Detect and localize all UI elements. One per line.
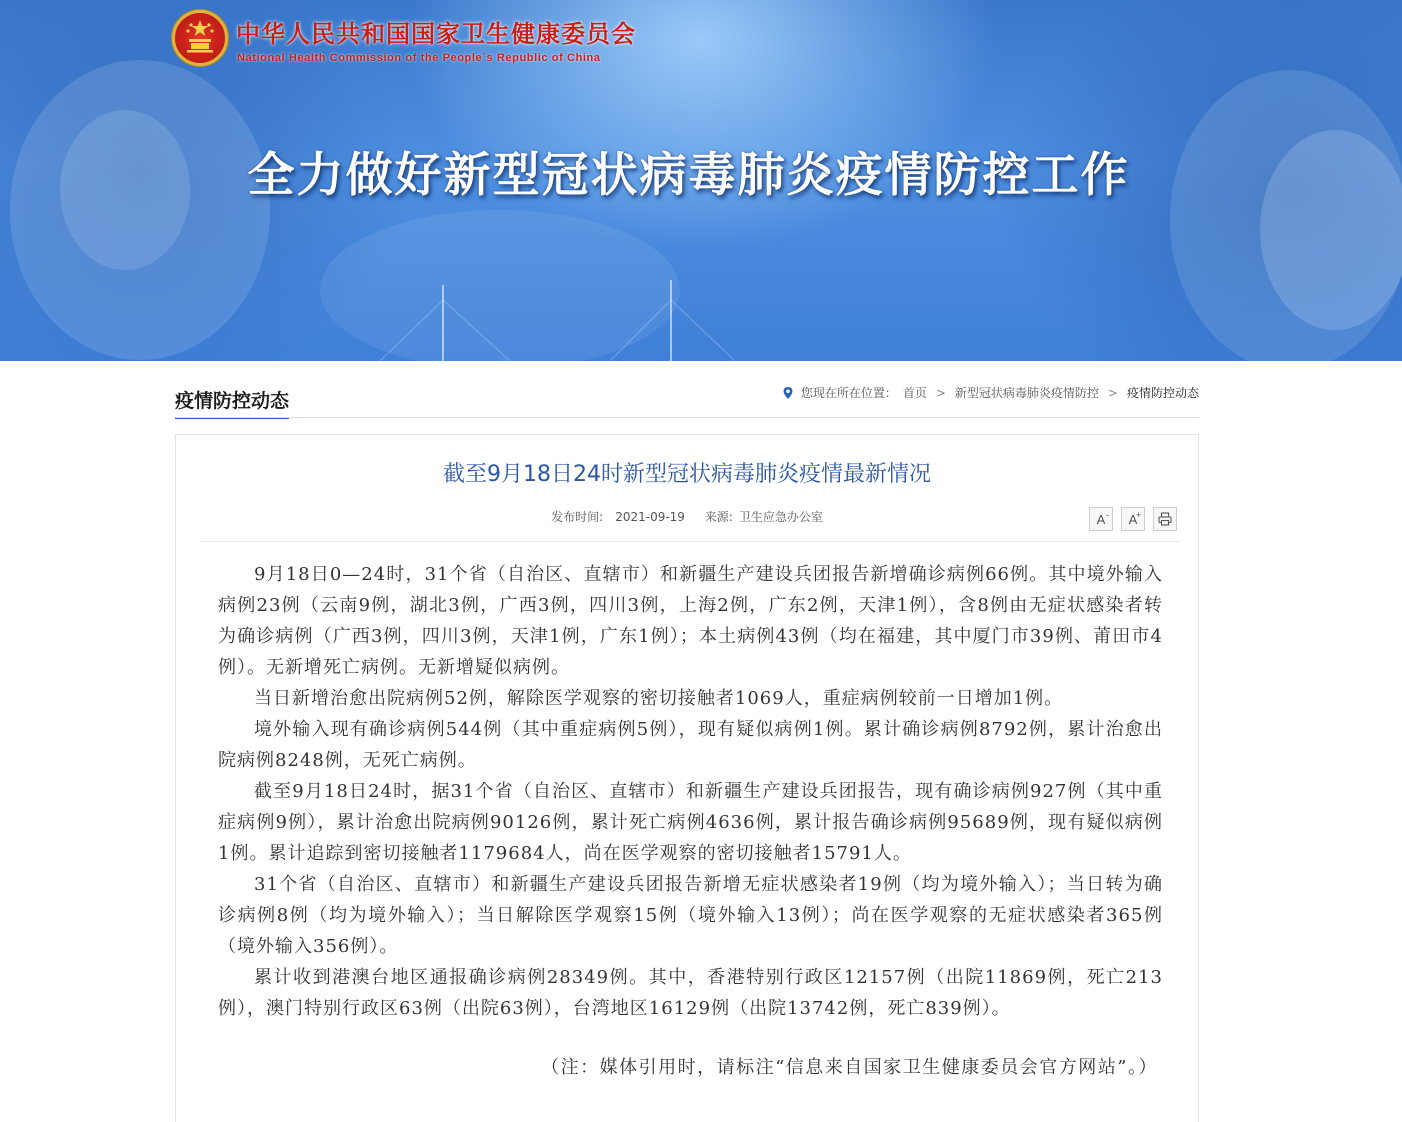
breadcrumb-covid-link[interactable]: 新型冠状病毒肺炎疫情防控	[954, 386, 1099, 400]
citation-note: （注：媒体引用时，请标注“信息来自国家卫生健康委员会官方网站”。）	[541, 1057, 1158, 1078]
font-increase-label: A	[1128, 511, 1138, 527]
campaign-slogan: 全力做好新型冠状病毒肺炎疫情防控工作	[247, 148, 1130, 203]
header-banner	[0, 0, 1402, 361]
org-name-cn[interactable]: 中华人民共和国国家卫生健康委员会	[236, 19, 636, 48]
section-divider	[175, 417, 1199, 418]
article-paragraph: 累计收到港澳台地区通报确诊病例28349例。其中，香港特别行政区12157例（出院11869例，死亡213例），澳门特别行政区63例（出院63例），台湾地区16129例（出院13742例，死亡839例）。	[218, 967, 1163, 1019]
font-decrease-sign: -	[1106, 510, 1109, 520]
breadcrumb-prefix: 您现在所在位置：	[800, 386, 897, 400]
article-paragraph: 截至9月18日24时，据31个省（自治区、直辖市）和新疆生产建设兵团报告，现有确诊病例927例（其中重症病例9例），累计治愈出院病例90126例，累计死亡病例4636例，累计报告确诊病例95689例，现有疑似病例1例。累计追踪到密切接触者1179684人，尚在医学观察的密切接触者15791人。	[218, 781, 1163, 864]
published-label: 发布时间:	[551, 510, 604, 524]
national-emblem-icon[interactable]	[172, 10, 228, 66]
breadcrumb-separator: >	[935, 385, 946, 400]
section-title: 疫情防控动态	[175, 386, 289, 419]
article-divider	[201, 541, 1179, 542]
article-tools	[1089, 507, 1177, 531]
article-container	[175, 434, 1199, 1122]
article-paragraph: 境外输入现有确诊病例544例（其中重症病例5例），现有疑似病例1例。累计确诊病例8792例，累计治愈出院病例8248例，无死亡病例。	[218, 719, 1163, 771]
breadcrumb-current-link[interactable]: 疫情防控动态	[1126, 386, 1199, 400]
font-increase-button[interactable]	[1121, 507, 1145, 531]
font-increase-sign: +	[1135, 510, 1141, 520]
article-body	[218, 559, 1163, 1024]
article-title: 截至9月18日24时新型冠状病毒肺炎疫情最新情况	[443, 462, 931, 487]
font-decrease-button[interactable]	[1089, 507, 1113, 531]
print-button[interactable]	[1153, 507, 1177, 531]
source-label: 来源:	[704, 510, 733, 524]
font-decrease-label: A	[1096, 511, 1106, 527]
breadcrumb	[781, 384, 1199, 401]
source-value: 卫生应急办公室	[738, 510, 823, 524]
printer-icon	[1158, 512, 1172, 526]
breadcrumb-separator: >	[1107, 385, 1118, 400]
breadcrumb-home-link[interactable]: 首页	[902, 386, 927, 400]
article-paragraph: 31个省（自治区、直辖市）和新疆生产建设兵团报告新增无症状感染者19例（均为境外输入）；当日转为确诊病例8例（均为境外输入）；当日解除医学观察15例（境外输入13例）；尚在医学观察的无症状感染者365例（境外输入356例）。	[218, 874, 1163, 957]
article-paragraph: 9月18日0—24时，31个省（自治区、直辖市）和新疆生产建设兵团报告新增确诊病例66例。其中境外输入病例23例（云南9例，湖北3例，广西3例，四川3例，上海2例，广东2例，天津1例），含8例由无症状感染者转为确诊病例（广西3例，四川3例，天津1例，广东1例）；本土病例43例（均在福建，其中厦门市39例、莆田市4例）。无新增死亡病例。无新增疑似病例。	[218, 564, 1163, 678]
location-pin-icon	[781, 386, 795, 400]
published-date: 2021-09-19	[615, 510, 685, 524]
org-name-en[interactable]: National Health Commission of the People´s Republic of China	[237, 52, 601, 64]
article-meta	[176, 508, 1198, 525]
article-paragraph: 当日新增治愈出院病例52例，解除医学观察的密切接触者1069人，重症病例较前一日增加1例。	[254, 688, 1064, 709]
